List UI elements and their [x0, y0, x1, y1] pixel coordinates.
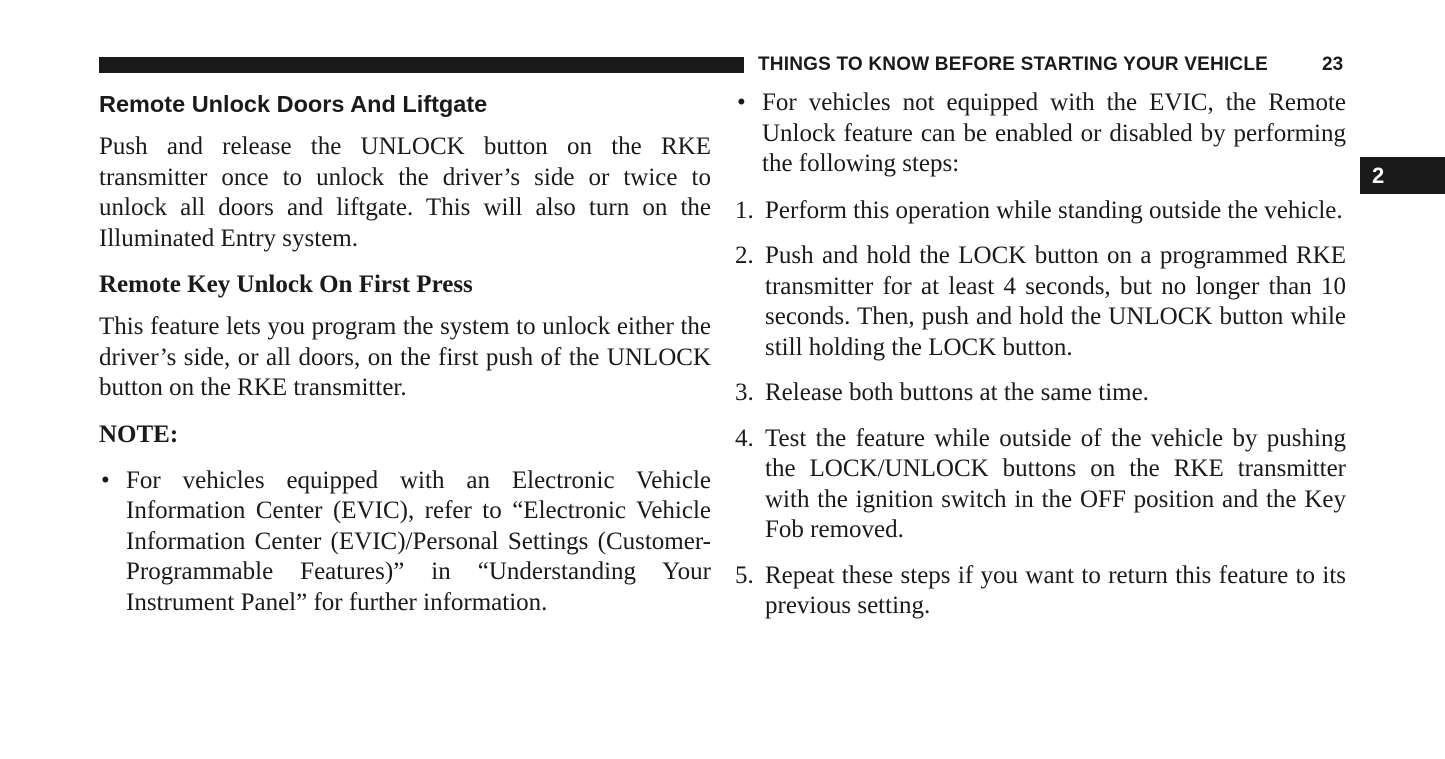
paragraph-remote-unlock: Push and release the UNLOCK button on the RKE transmitter once to unlock the driver’s side or twice to unlock all doors and liftgate. This will also turn on the Illuminated Entry system.: [99, 133, 711, 252]
note-bullet-evic: [99, 466, 711, 619]
step-text: Perform this operation while standing outside the vehicle.: [765, 196, 1343, 224]
chapter-tab-number: 2: [1372, 163, 1385, 188]
step-3: [735, 378, 1346, 409]
bullet-text: For vehicles not equipped with the EVIC, the Remote Unlock feature can be enabled or disabled by performing the following steps:: [762, 89, 1346, 177]
chapter-tab: [1360, 157, 1445, 194]
heading-remote-key-unlock: Remote Key Unlock On First Press: [99, 271, 473, 298]
step-text: Release both buttons at the same time.: [765, 379, 1149, 406]
page-number: 23: [1322, 54, 1344, 75]
step-number: 4.: [735, 424, 754, 452]
bullet-text: For vehicles equipped with an Electronic Vehicle Information Center (EVIC), refer to “Electronic Vehicle Information Center (EVIC)/Personal Settings (Customer-Programmable Features)” in “Understanding Your Instrument Panel” for further information.: [126, 466, 711, 616]
step-1: [735, 196, 1346, 227]
bullet-icon: •: [101, 466, 110, 494]
running-header-title: THINGS TO KNOW BEFORE STARTING YOUR VEHICLE: [758, 54, 1269, 75]
step-number: 2.: [735, 242, 754, 269]
right-column: [735, 88, 1346, 637]
bullet-icon: •: [737, 89, 746, 116]
step-5: [735, 561, 1346, 622]
step-4: [735, 424, 1346, 546]
left-column: [99, 88, 711, 634]
paragraph-first-press: This feature lets you program the system to unlock either the driver’s side, or all doors, on the first push of the UNLOCK button on the RKE transmitter.: [99, 313, 711, 401]
header-rule-bar: [99, 57, 744, 73]
step-text: Push and hold the LOCK button on a programmed RKE transmitter for at least 4 seconds, but no longer than 10 seconds. Then, push and hold the UNLOCK button while still holding the LOCK button.: [765, 242, 1346, 361]
step-number: 5.: [735, 561, 754, 589]
step-text: Test the feature while outside of the vehicle by pushing the LOCK/UNLOCK buttons on the RKE transmitter with the ignition switch in the OFF position and the Key Fob removed.: [765, 424, 1346, 543]
note-bullet-no-evic: [735, 88, 1346, 180]
step-text: Repeat these steps if you want to return this feature to its previous setting.: [765, 561, 1346, 619]
step-2: [735, 241, 1346, 363]
step-number: 1.: [735, 196, 754, 224]
step-number: 3.: [735, 379, 754, 406]
note-label: NOTE:: [99, 420, 179, 448]
heading-remote-unlock-doors: Remote Unlock Doors And Liftgate: [99, 91, 488, 117]
